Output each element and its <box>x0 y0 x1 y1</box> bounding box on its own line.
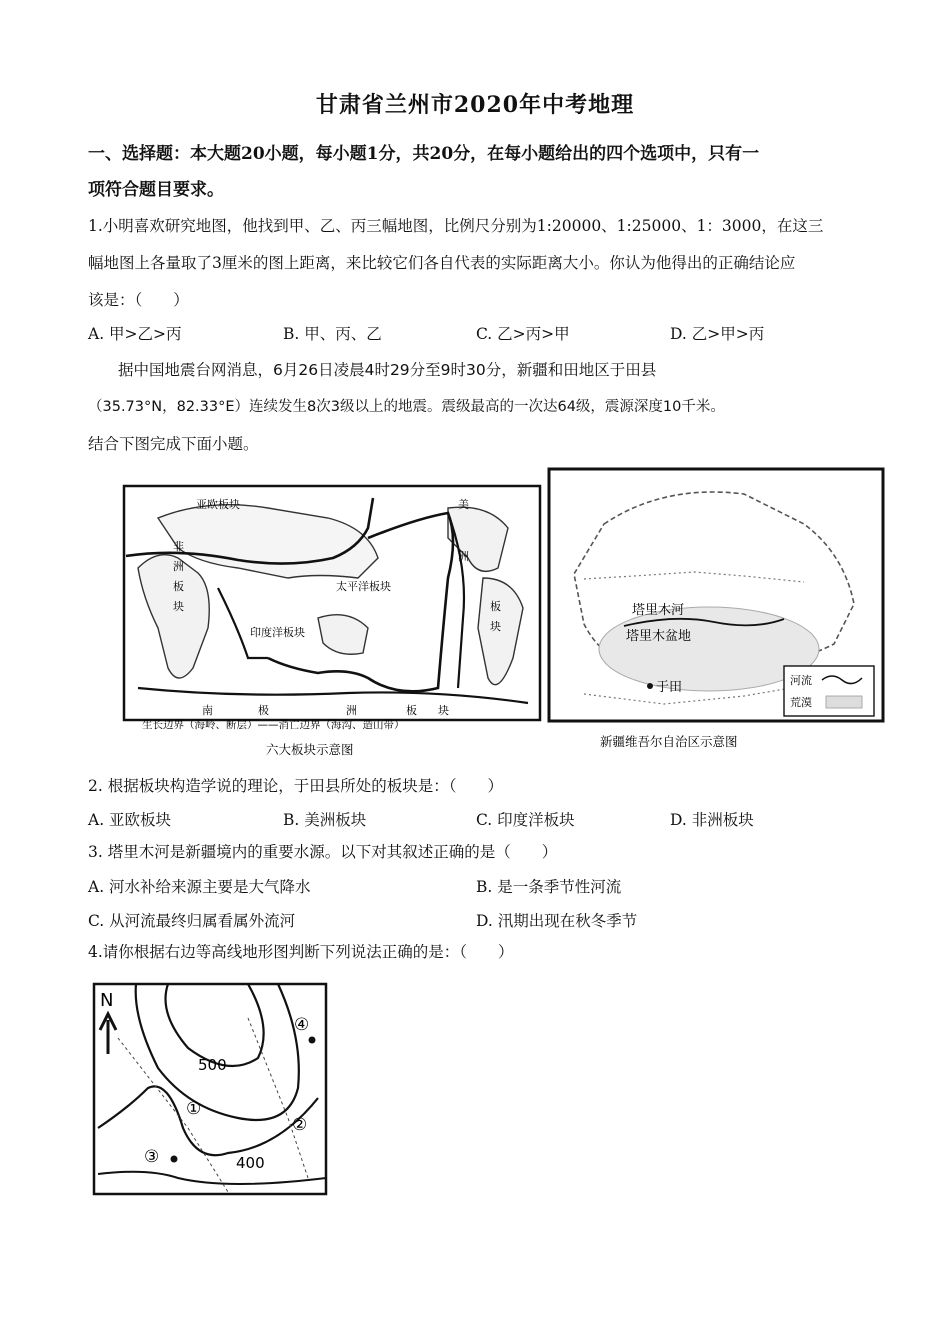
q2-option-d: D. 非洲板块 <box>670 811 754 829</box>
q4-stem: 4.请你根据右边等高线地形图判断下列说法正确的是：（ ） <box>88 943 514 961</box>
label-africa-1: 非 <box>173 540 184 553</box>
plate-map-caption: 六大板块示意图 <box>266 742 354 757</box>
passage-line1: 据中国地震台网消息，6月26日凌晨4时29分至9时30分，新疆和田地区于田县 <box>118 361 657 379</box>
label-antarctic-5: 块 <box>438 704 449 717</box>
xinjiang-map <box>544 464 888 754</box>
mark-2: ② <box>292 1115 308 1135</box>
section-heading-line2: 项符合题目要求。 <box>88 180 224 200</box>
q1-line1: 1.小明喜欢研究地图，他找到甲、乙、丙三幅地图，比例尺分别为1:20000、1:25000、1：3000，在这三 <box>88 217 824 235</box>
label-antarctic-4: 板 <box>406 704 417 717</box>
contour-map <box>88 978 332 1202</box>
passage-line2: （35.73°N，82.33°E）连续发生8次3级以上的地震。震级最高的一次达64级，震源深度10千米。 <box>88 399 725 415</box>
page-title: 甘肃省兰州市2020年中考地理 <box>315 92 635 118</box>
label-400: 400 <box>236 1154 265 1172</box>
label-antarctic-1: 南 <box>202 704 213 717</box>
section-heading-line1: 一、选择题：本大题20小题，每小题1分，共20分，在每小题给出的四个选项中，只有一 <box>88 144 760 164</box>
q2-option-a: A. 亚欧板块 <box>88 811 172 829</box>
q3-option-d: D. 汛期出现在秋冬季节 <box>476 912 638 930</box>
legend-desert-label: 荒漠 <box>790 696 812 709</box>
q1-option-d: D. 乙>甲>丙 <box>670 325 765 343</box>
point-3 <box>171 1156 178 1163</box>
plate-map-legend: 生长边界（海岭、断层）——消亡边界（海沟、造山带） <box>142 719 405 731</box>
label-eurasia-plate: 亚欧板块 <box>196 498 240 511</box>
label-tarim-basin: 塔里木盆地 <box>626 629 692 644</box>
q3-option-a: A. 河水补给来源主要是大气降水 <box>88 878 311 896</box>
label-antarctic-3: 洲 <box>346 704 357 717</box>
label-africa-2: 洲 <box>173 560 184 573</box>
label-africa-3: 板 <box>173 580 184 593</box>
legend-river-label: 河流 <box>790 674 812 687</box>
q2-option-c: C. 印度洋板块 <box>476 811 575 829</box>
q1-option-c: C. 乙>丙>甲 <box>476 325 570 343</box>
q1-line2: 幅地图上各量取了3厘米的图上距离，来比较它们各自代表的实际距离大小。你认为他得出的正确结论应 <box>88 254 796 272</box>
label-antarctic-2: 极 <box>258 704 269 717</box>
q1-option-a: A. 甲>乙>丙 <box>88 325 182 343</box>
xinjiang-map-caption: 新疆维吾尔自治区示意图 <box>600 734 738 749</box>
mark-3: ③ <box>144 1147 160 1167</box>
label-tarim-river: 塔里木河 <box>632 603 685 618</box>
q2-stem: 2. 根据板块构造学说的理论，于田县所处的板块是：（ ） <box>88 777 503 795</box>
label-500: 500 <box>198 1056 227 1074</box>
label-africa-4: 块 <box>173 600 184 613</box>
label-america-4: 块 <box>490 620 501 633</box>
label-america-2: 洲 <box>458 550 469 563</box>
mark-4: ④ <box>294 1015 310 1035</box>
point-4 <box>309 1037 316 1044</box>
north-label: N <box>100 990 114 1011</box>
yutian-point <box>647 683 653 689</box>
label-america-3: 板 <box>490 600 501 613</box>
mark-1: ① <box>186 1099 202 1119</box>
legend-desert-symbol <box>826 696 862 708</box>
q2-option-b: B. 美洲板块 <box>283 811 367 829</box>
q3-option-c: C. 从河流最终归属看属外流河 <box>88 912 296 930</box>
passage-line3: 结合下图完成下面小题。 <box>88 435 259 453</box>
q3-stem: 3. 塔里木河是新疆境内的重要水源。以下对其叙述正确的是（ ） <box>88 843 558 861</box>
label-pacific-plate: 太平洋板块 <box>336 580 391 593</box>
label-america-1: 美 <box>458 498 469 511</box>
q3-option-b: B. 是一条季节性河流 <box>476 878 622 896</box>
q1-line3: 该是：（ ） <box>88 291 189 309</box>
q1-option-b: B. 甲、丙、乙 <box>283 325 382 343</box>
label-yutian: 于田 <box>656 680 683 695</box>
plate-map <box>118 478 546 762</box>
label-indian-plate: 印度洋板块 <box>250 626 305 639</box>
